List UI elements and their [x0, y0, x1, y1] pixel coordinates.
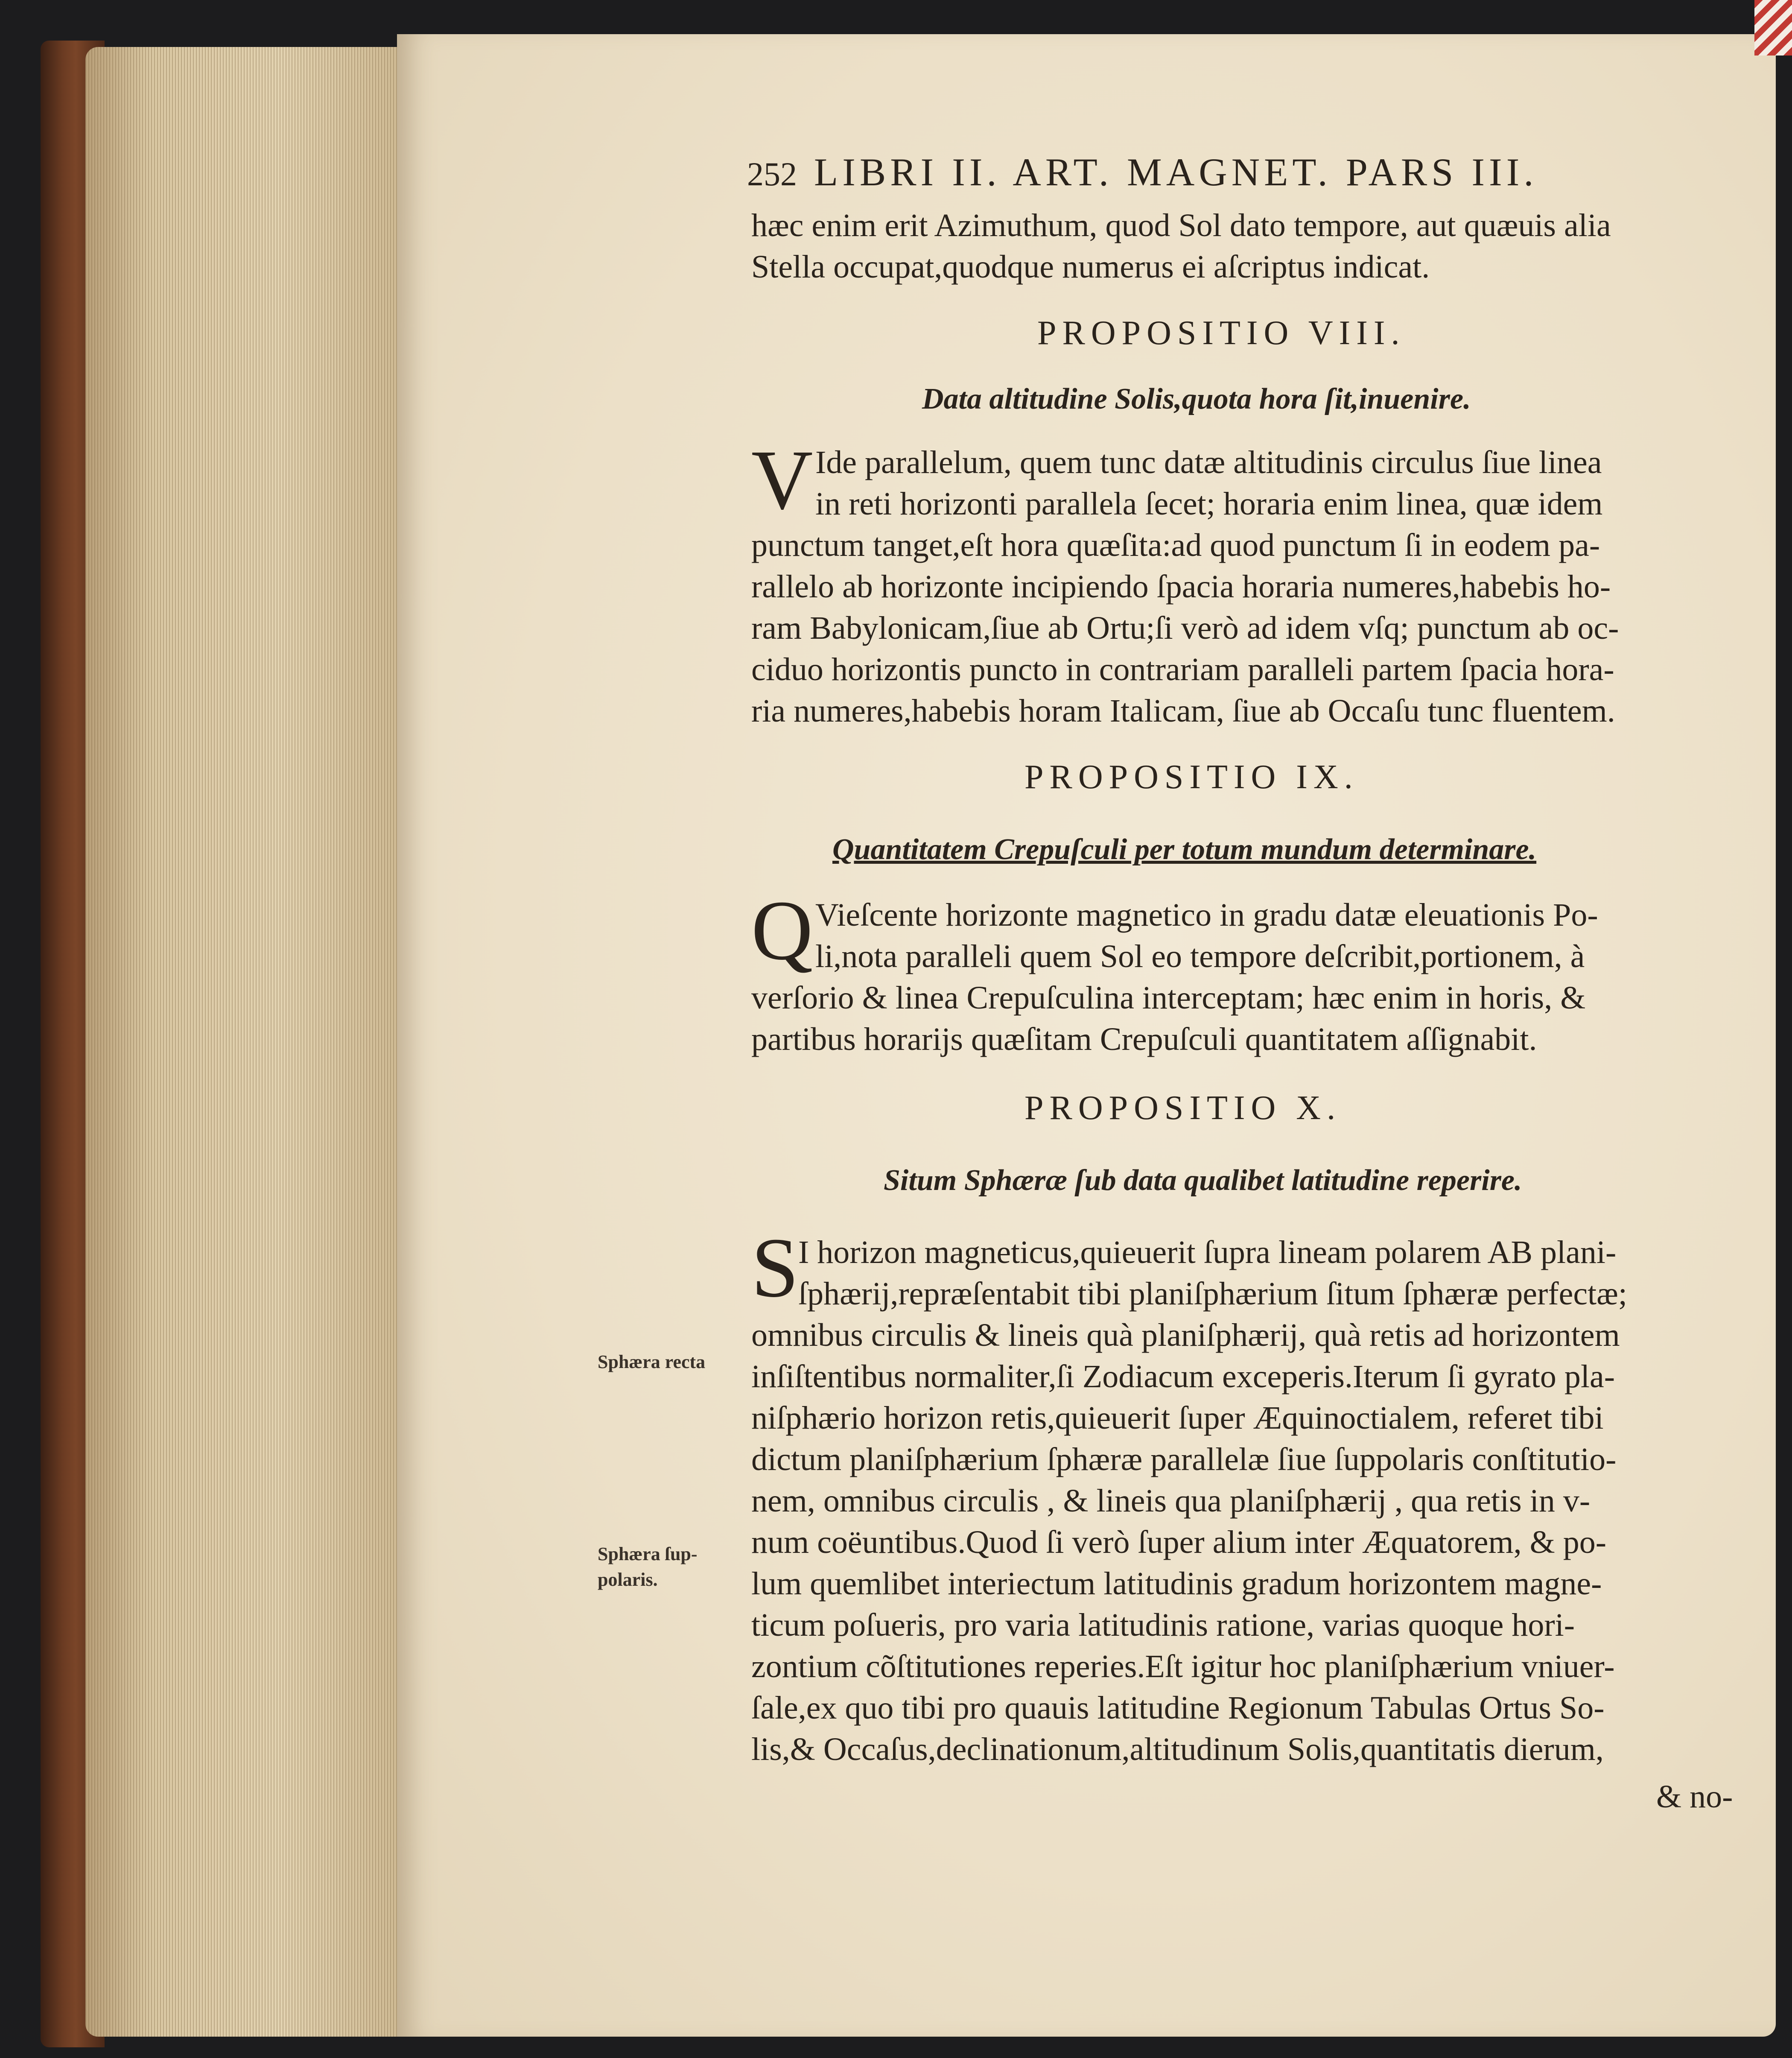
text-line: I horizon magneticus,quieuerit ſupra lineam polarem AB plani- [798, 1234, 1617, 1270]
text-line: punctum tanget,eſt hora quæſita:ad quod punctum ſi in eodem pa- [751, 527, 1600, 563]
text-line: Stella occupat,quodque numerus ei aſcriptus indicat. [751, 249, 1430, 285]
proposition-heading-ix: PROPOSITIO IX. [1024, 758, 1359, 796]
catchword: & no- [1656, 1779, 1733, 1815]
text-line: Vieſcente horizonte magnetico in gradu datæ eleuationis Po- [815, 897, 1598, 933]
text-line: nem, omnibus circulis , & lineis qua planiſphærij , qua retis in v- [751, 1483, 1591, 1519]
text-line: lum quemlibet interiectum latitudinis gradum horizontem magne- [751, 1566, 1602, 1602]
text-line: niſphærio horizon retis,quieuerit ſuper Æquinoctialem, referet tibi [751, 1400, 1604, 1436]
text-line: rallelo ab horizonte incipiendo ſpacia horaria numeres,habebis ho- [751, 569, 1611, 605]
lemma-viii: Data altitudine Solis,quota hora ſit,inuenire. [922, 383, 1471, 415]
text-line: hæc enim erit Azimuthum, quod Sol dato tempore, aut quæuis alia [751, 208, 1611, 243]
proposition-heading-x: PROPOSITIO X. [1024, 1089, 1342, 1127]
lemma-x: Situm Sphæræ ſub data qualibet latitudine reperire. [884, 1164, 1522, 1197]
marginal-note-sphaera-suppolaris-cont: polaris. [598, 1569, 658, 1590]
text-line: lis,& Occaſus,declinationum,altitudinum Solis,quantitatis dierum, [751, 1731, 1604, 1767]
paragraph-viii [751, 433, 1619, 732]
running-head [747, 149, 1538, 195]
text-line: ticum poſueris, pro varia latitudinis ratione, varias quoque hori- [751, 1607, 1575, 1643]
text-line: num coëuntibus.Quod ſi verò ſuper alium inter Æquatorem, & po- [751, 1524, 1607, 1560]
text-line: in reti horizonti parallela ſecet; horaria enim linea, quæ idem [815, 486, 1603, 522]
text-line: dictum planiſphærium ſphæræ parallelæ ſiue ſuppolaris conſtitutio- [751, 1441, 1617, 1477]
marginal-note-sphaera-suppolaris: Sphæra ſup- [598, 1544, 698, 1564]
page-number: 252 [747, 155, 797, 193]
paragraph-ix [751, 895, 1598, 1060]
text-line: ram Babylonicam,ſiue ab Ortu;ſi verò ad idem vſq; punctum ab oc- [751, 610, 1619, 646]
proposition-heading-viii: PROPOSITIO VIII. [1037, 314, 1406, 352]
text-line: ſphærij,repræſentabit tibi planiſphærium ſitum ſphæræ perfectæ; [798, 1276, 1627, 1312]
marginal-note-sphaera-recta: Sphæra recta [598, 1351, 706, 1372]
text-line: Ide parallelum, quem tunc datæ altitudinis circulus ſiue linea [815, 444, 1602, 480]
text-line: zontium cõſtitutiones reperies.Eſt igitur hoc planiſphærium vniuer- [751, 1649, 1615, 1684]
page-edges [85, 47, 410, 2037]
paragraph-x [751, 1221, 1627, 1770]
intro-paragraph [751, 205, 1611, 288]
text-line: inſiſtentibus normaliter,ſi Zodiacum exceperis.Iterum ſi gyrato pla- [751, 1359, 1615, 1394]
dropcap-q: Q [751, 883, 813, 978]
bookmark-ribbon [1754, 0, 1792, 56]
running-title: LIBRI II. ART. MAGNET. PARS III. [814, 150, 1538, 194]
text-line: ria numeres,habebis horam Italicam, ſiue ab Occaſu tunc fluentem. [751, 693, 1615, 729]
text-line: ſale,ex quo tibi pro quauis latitudine Regionum Tabulas Ortus So- [751, 1690, 1605, 1726]
text-line: omnibus circulis & lineis quà planiſphærij, quà retis ad horizontem [751, 1317, 1620, 1353]
dropcap-v: V [751, 433, 813, 527]
text-line: ciduo horizontis puncto in contrariam paralleli partem ſpacia hora- [751, 652, 1614, 687]
lemma-ix: Quantitatem Crepuſculi per totum mundum determinare. [832, 833, 1537, 866]
text-line: partibus horarijs quæſitam Crepuſculi quantitatem aſſignabit. [751, 1021, 1537, 1057]
text-line: li,nota paralleli quem Sol eo tempore deſcribit,portionem, à [815, 938, 1585, 974]
text-line: verſorio & linea Crepuſculina interceptam; hæc enim in horis, & [751, 980, 1586, 1016]
dropcap-s: S [751, 1221, 799, 1315]
